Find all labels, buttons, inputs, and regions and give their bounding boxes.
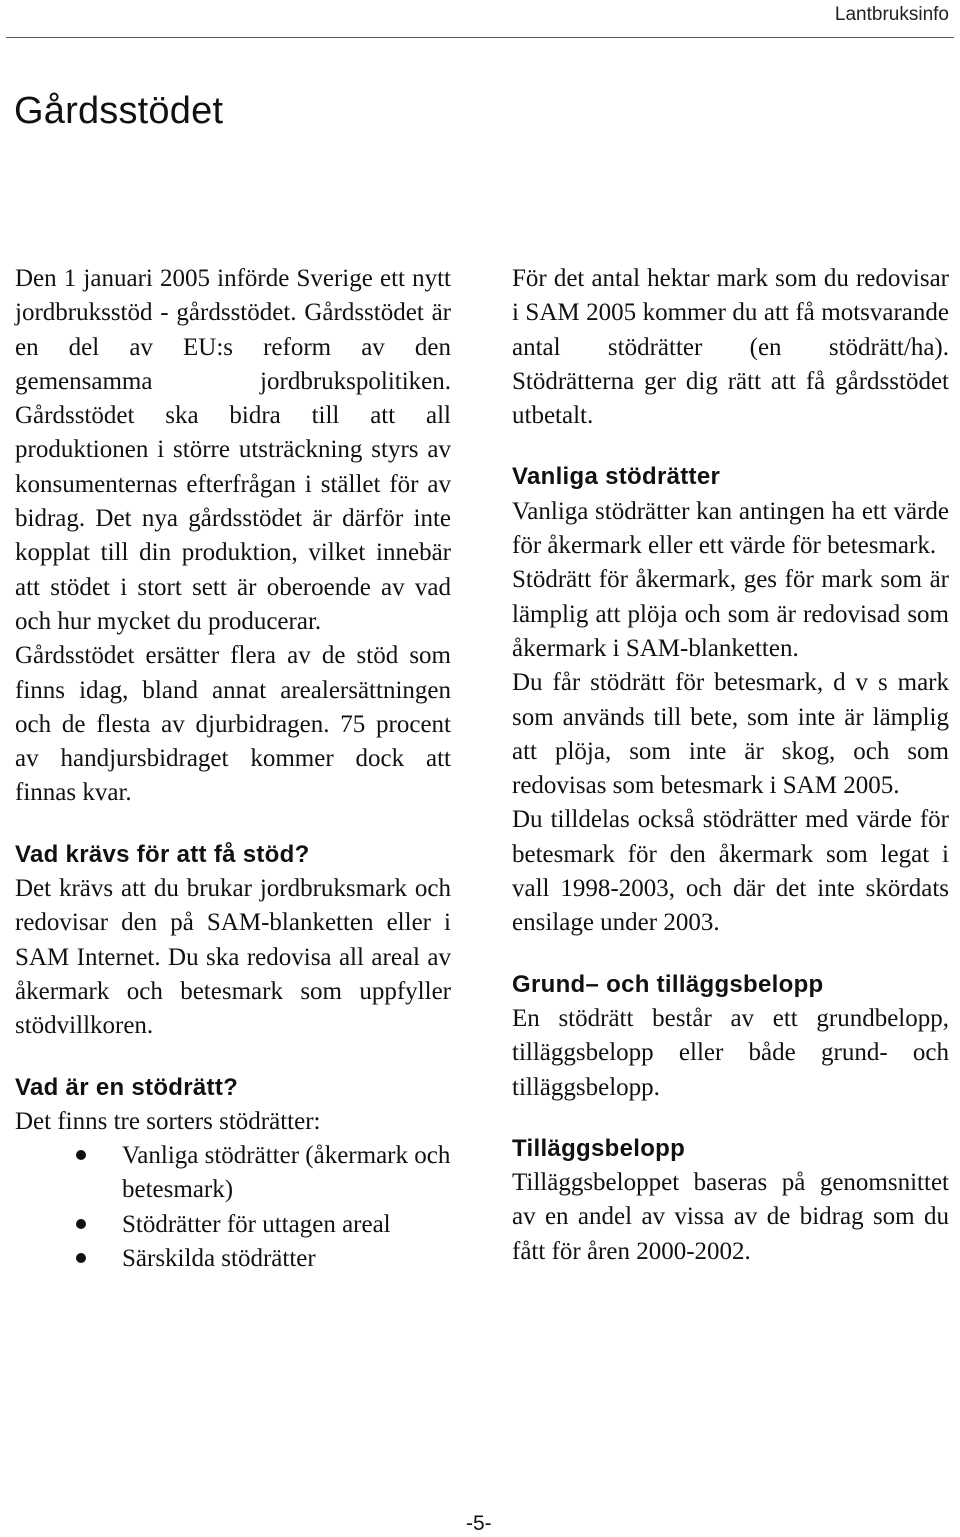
header-rule [6,37,954,38]
intro-paragraph: Den 1 januari 2005 införde Sverige ett nytt jordbruksstöd - gårdsstödet. Gårdsstödet är en del av EU:s reform av den gemensamma jordbrukspolitiken. Gårdsstödet ska bidra till att all produktionen i större utsträckning styrs av konsumenternas efterfrågan i stället för av bidrag. Det nya gårdsstödet är därför inte kopplat till din produktion, vilket innebär att stödet i stort sett är oberoende av vad och hur mycket du producerar. [15,265,451,635]
replaces-paragraph: Gårdsstödet ersätter flera av de stöd som finns idag, bland annat arealersättningen och de flesta av djurbidragen. 75 procent av handjursbidraget kommer dock att finnas kvar. [15,642,451,807]
regular-paragraph-4: Du tilldelas också stödrätter med värde för betesmark för den åkermark som legat i vall 1998-2003, och där det inte skördats ensilage under 2003. [512,806,949,937]
header-label: Lantbruksinfo [834,4,949,25]
supplement-heading: Tilläggsbelopp [512,1134,686,1162]
list-item [15,1208,451,1242]
regular-paragraph-1: Vanliga stödrätter kan antingen ha ett värde för åkermark eller ett värde för betesmark. [512,497,949,560]
bullet-icon [76,1150,86,1160]
list-item-text: Vanliga stödrätter (åkermark och betesmark) [122,1142,451,1204]
left-column [15,262,451,1276]
regular-paragraph-2: Stödrätt för åkermark, ges för mark som är lämplig att plöja och som är redovisad som åkermark i SAM-blanketten. [512,566,949,662]
right-column [512,262,949,1269]
stodratt-types-list [15,1139,451,1276]
supplement-paragraph: Tilläggsbeloppet baseras på genomsnittet av en andel av vissa av de bidrag som du fått för åren 2000-2002. [512,1169,949,1265]
page-number: -5- [466,1512,492,1535]
list-item [15,1242,451,1276]
right-intro-paragraph: För det antal hektar mark som du redovisar i SAM 2005 kommer du att få motsvarande antal stödrätter (en stödrätt/ha). Stödrätterna ger dig rätt att få gårdsstödet utbetalt. [512,265,949,430]
bullet-icon [76,1253,86,1263]
bullet-icon [76,1219,86,1229]
list-item [15,1139,451,1208]
basic-heading: Grund– och tilläggsbelopp [512,970,824,998]
regular-paragraph-3: Du får stödrätt för betesmark, d v s mark som används till bete, som inte är lämplig att plöja, som inte är skog, och som redovisas som betesmark i SAM 2005. [512,669,949,800]
page-title: Gårdsstödet [14,90,224,132]
regular-heading: Vanliga stödrätter [512,463,721,491]
basic-paragraph: En stödrätt består av ett grundbelopp, tilläggsbelopp eller både grund- och tilläggsbelopp. [512,1004,949,1101]
requirements-paragraph: Det krävs att du brukar jordbruksmark och redovisar den på SAM-blanketten eller i SAM Internet. Du ska redovisa all areal av åkermark och betesmark som uppfyller stödvillkoren. [15,875,451,1040]
list-item-text: Stödrätter för uttagen areal [122,1210,391,1238]
requirements-heading: Vad krävs för att få stöd? [15,840,310,868]
list-item-text: Särskilda stödrätter [122,1245,316,1273]
definition-heading: Vad är en stödrätt? [15,1073,239,1101]
definition-paragraph: Det finns tre sorters stödrätter: [15,1107,321,1135]
